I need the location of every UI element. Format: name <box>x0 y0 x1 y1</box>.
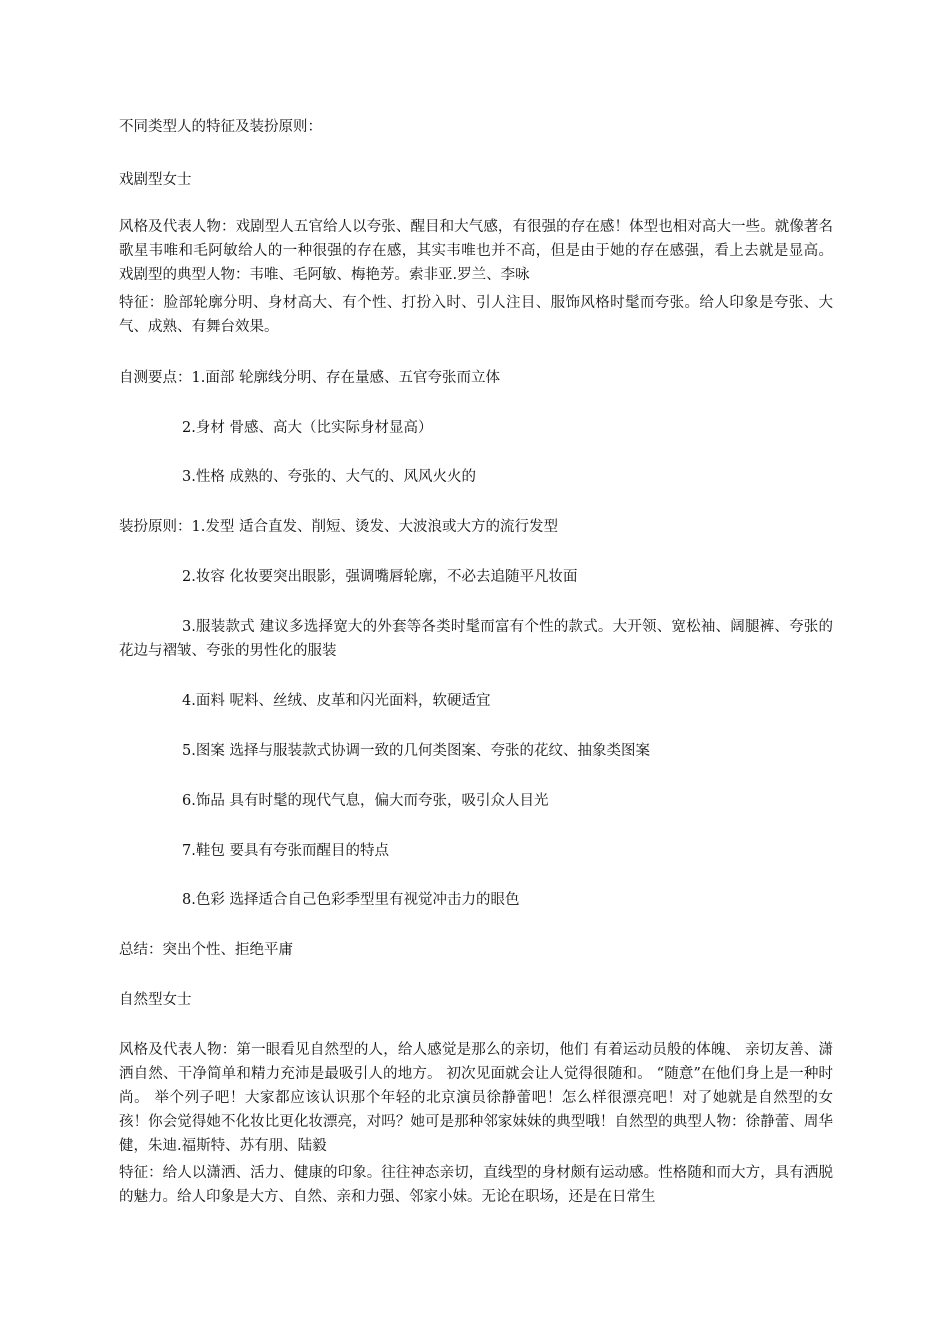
dress-item-color: 8.色彩 选择适合自己色彩季型里有视觉冲击力的眼色 <box>182 892 520 908</box>
dramatic-style-paragraph: 风格及代表人物：戏剧型人五官给人以夸张、醒目和大气感，有很强的存在感！体型也相对高大一些。就像著名歌星韦唯和毛阿敏给人的一种很强的存在感，其实韦唯也并不高，但是由于她的存在感强，看上去就是显高。 戏剧型的典型人物：韦唯、毛阿敏、梅艳芳。索非亚.罗兰、李咏 <box>119 219 833 283</box>
dress-item-makeup: 2.妆容 化妆要突出眼影，强调嘴唇轮廓，不必去追随平凡妆面 <box>182 569 578 585</box>
dress-item-fabric: 4.面料 呢料、丝绒、皮革和闪光面料，软硬适宜 <box>182 693 491 709</box>
dress-item-shoes-bags: 7.鞋包 要具有夸张而醒目的特点 <box>182 843 389 859</box>
dramatic-summary: 总结：突出个性、拒绝平庸 <box>119 942 293 958</box>
natural-features-paragraph: 特征：给人以潇洒、活力、健康的印象。往往神态亲切，直线型的身材颇有运动感。性格随和而大方，具有洒脱的魅力。给人印象是大方、自然、亲和力强、邻家小妹。无论在职场，还是在日常生 <box>119 1165 833 1205</box>
dress-item-accessories: 6.饰品 具有时髦的现代气息，偏大而夸张，吸引众人目光 <box>182 793 549 809</box>
dress-item-pattern: 5.图案 选择与服装款式协调一致的几何类图案、夸张的花纹、抽象类图案 <box>182 743 650 759</box>
document-heading: 不同类型人的特征及装扮原则： <box>119 119 322 135</box>
self-test-item-body: 2.身材 骨感、高大（比实际身材显高） <box>182 420 433 436</box>
natural-style-paragraph: 风格及代表人物：第一眼看见自然型的人，给人感觉是那么的亲切，他们 有着运动员般的体魄、 亲切友善、潇洒自然、干净简单和精力充沛是最吸引人的地方。 初次见面就会让人觉得很随和。 “随意”在他们身上是一种时尚。 举个列子吧！大家都应该认识那个年轻的北京演员徐静蕾吧！怎么样很漂亮吧！对了她就是自然型的女孩！你会觉得她不化妆比更化妆漂亮，对吗？她可是那种邻家妹妹的典型哦！自然型的典型人物：徐静蕾、周华健，朱迪.福斯特、苏有朋、陆毅 <box>119 1042 833 1154</box>
natural-section-title: 自然型女士 <box>119 992 192 1008</box>
dramatic-section-title: 戏剧型女士 <box>119 172 192 188</box>
dress-item-hairstyle: 装扮原则：1.发型 适合直发、削短、烫发、大波浪或大方的流行发型 <box>119 519 558 535</box>
self-test-item-face: 自测要点：1.面部 轮廓线分明、存在量感、五官夸张而立体 <box>119 370 500 386</box>
self-test-item-personality: 3.性格 成熟的、夸张的、大气的、风风火火的 <box>182 469 476 485</box>
dramatic-features-paragraph: 特征：脸部轮廓分明、身材高大、有个性、打扮入时、引人注目、服饰风格时髦而夸张。给人印象是夸张、大气、成熟、有舞台效果。 <box>119 295 833 335</box>
dress-item-clothing-style: 3.服装款式 建议多选择宽大的外套等各类时髦而富有个性的款式。大开领、宽松袖、阔腿裤、夸张的花边与褶皱、夸张的男性化的服装 <box>119 619 833 659</box>
